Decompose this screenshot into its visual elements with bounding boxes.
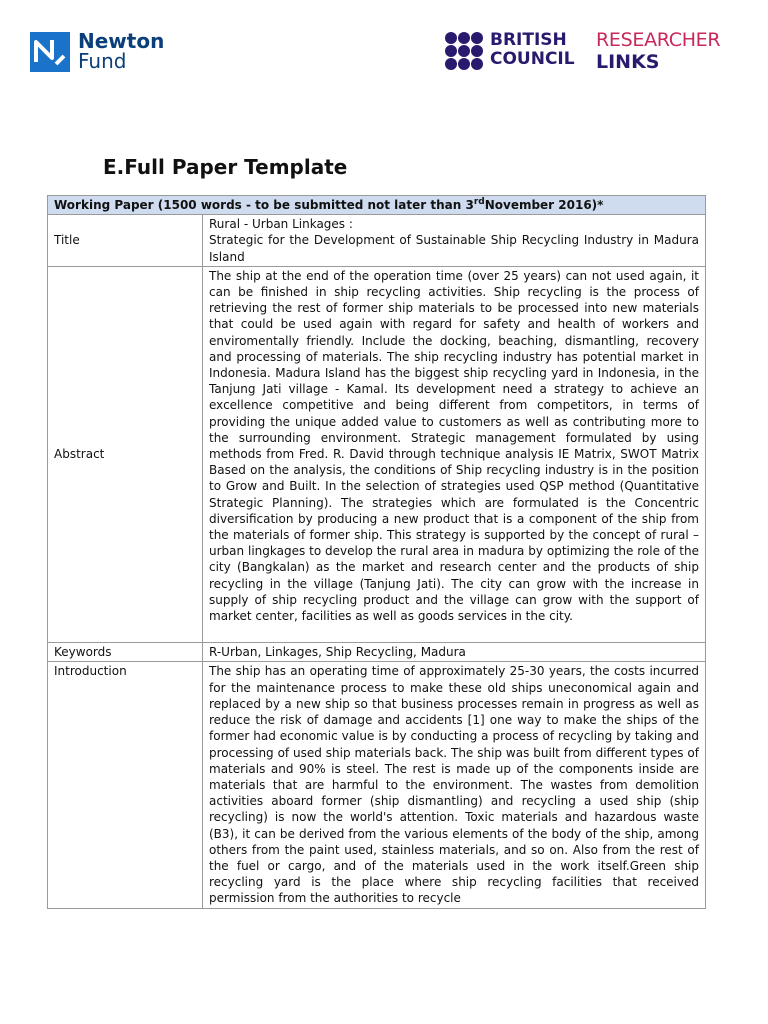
table-row-keywords — [48, 643, 706, 662]
british-council-line2: COUNCIL — [490, 49, 575, 69]
researcher-links-logo — [596, 29, 746, 73]
working-paper-header — [48, 196, 706, 215]
table-row-title — [48, 215, 706, 267]
header-text-post: November 2016)* — [484, 198, 604, 212]
paper-template-table — [47, 195, 706, 909]
newton-fund-mark-icon — [30, 32, 70, 72]
abstract-text: The ship at the end of the operation time (over 25 years) can not used again, it can be finished in ship recycling activities. Ship recycling is the process of retrieving the rest of former ship materials to be processed into new materials that could be used again with regard for safety and health of workers and enviromentally friendly. Include the docking, beaching, dismantling, recovery and processing of materials. The ship recycling industry has potential market in Indonesia. Madura Island has the biggest ship recycling yard in Indonesia, in the Tanjung Jati village - Kamal. Its development need a strategy to achieve an excellence competitive and being different from competitors, in terms of providing the unique added value to customers as well as contributing more to the surrounding environment. Strategic management formulated by using methods from Fred. R. David through technique analysis IE Matrix, SWOT Matrix Based on the analysis, the conditions of Ship recycling industry is in the position to Grow and Built. In the selection of strategies used QSP method (Quantitative Strategic Planning). The strategies which are formulated is the Concentric diversification by producing a new product that is a component of the ship from the materials of former ship. This strategy is supported by the concept of rural – urban lingkages to develop the rural area in madura by optimizing the role of the city (Bangkalan) as the market and research center and the products of ship recycling in the village (Tanjung Jati). The city can grow with the increase in supply of ship recycling product and the village can grow with the support of market center, facilities as well as goods services in the city. — [203, 266, 706, 642]
british-council-logo — [444, 29, 604, 73]
title-line2: Strategic for the Development of Sustainable Ship Recycling Industry in Madura Island — [209, 233, 699, 264]
title-line1: Rural - Urban Linkages : — [209, 217, 353, 232]
header-superscript: rd — [473, 197, 485, 207]
introduction-label: Introduction — [48, 662, 203, 908]
keywords-text: R-Urban, Linkages, Ship Recycling, Madura — [203, 643, 706, 662]
title-value — [203, 215, 706, 267]
title-label: Title — [48, 215, 203, 267]
keywords-label: Keywords — [48, 643, 203, 662]
newton-fund-line2: Fund — [78, 49, 127, 73]
newton-fund-line1: Newton — [78, 29, 165, 53]
newton-fund-logo — [30, 30, 180, 74]
section-title: E.Full Paper Template — [103, 155, 348, 179]
table-row-introduction — [48, 662, 706, 908]
researcher-links-line1: RESEARCHER — [596, 29, 721, 51]
table-row-abstract — [48, 266, 706, 642]
british-council-dots-icon — [444, 31, 484, 71]
british-council-line1: BRITISH — [490, 30, 567, 50]
table-header-row — [48, 196, 706, 215]
abstract-label: Abstract — [48, 266, 203, 642]
researcher-links-line2: LINKS — [596, 51, 660, 73]
page-header — [0, 0, 768, 90]
header-text-pre: Working Paper (1500 words - to be submitted not later than 3 — [54, 198, 474, 212]
introduction-text: The ship has an operating time of approximately 25-30 years, the costs incurred for the maintenance process to make these old ships uneconomical again and replaced by a new ship so that business processes remain in progress as well as reduce the risk of damage and accidents [1] one way to make the ships of the former had economic value is by conducting a process of recycling by taking and processing of used ship materials back. The ship was built from different types of materials and 90% is steel. The rest is made up of the components inside are materials that are harmful to the environment. The wastes from demolition activities aboard former (ship dismantling) and recycling a used ship (ship recycling) is now the world's attention. Toxic materials and hazardous waste (B3), it can be derived from the various elements of the body of the ship, among others from the paint used, stainless materials, and so on. Also from the rest of the fuel or cargo, and of the materials used in the work itself.Green ship recycling yard is the place where ship recycling facilities that received permission from the authorities to recycle — [203, 662, 706, 908]
